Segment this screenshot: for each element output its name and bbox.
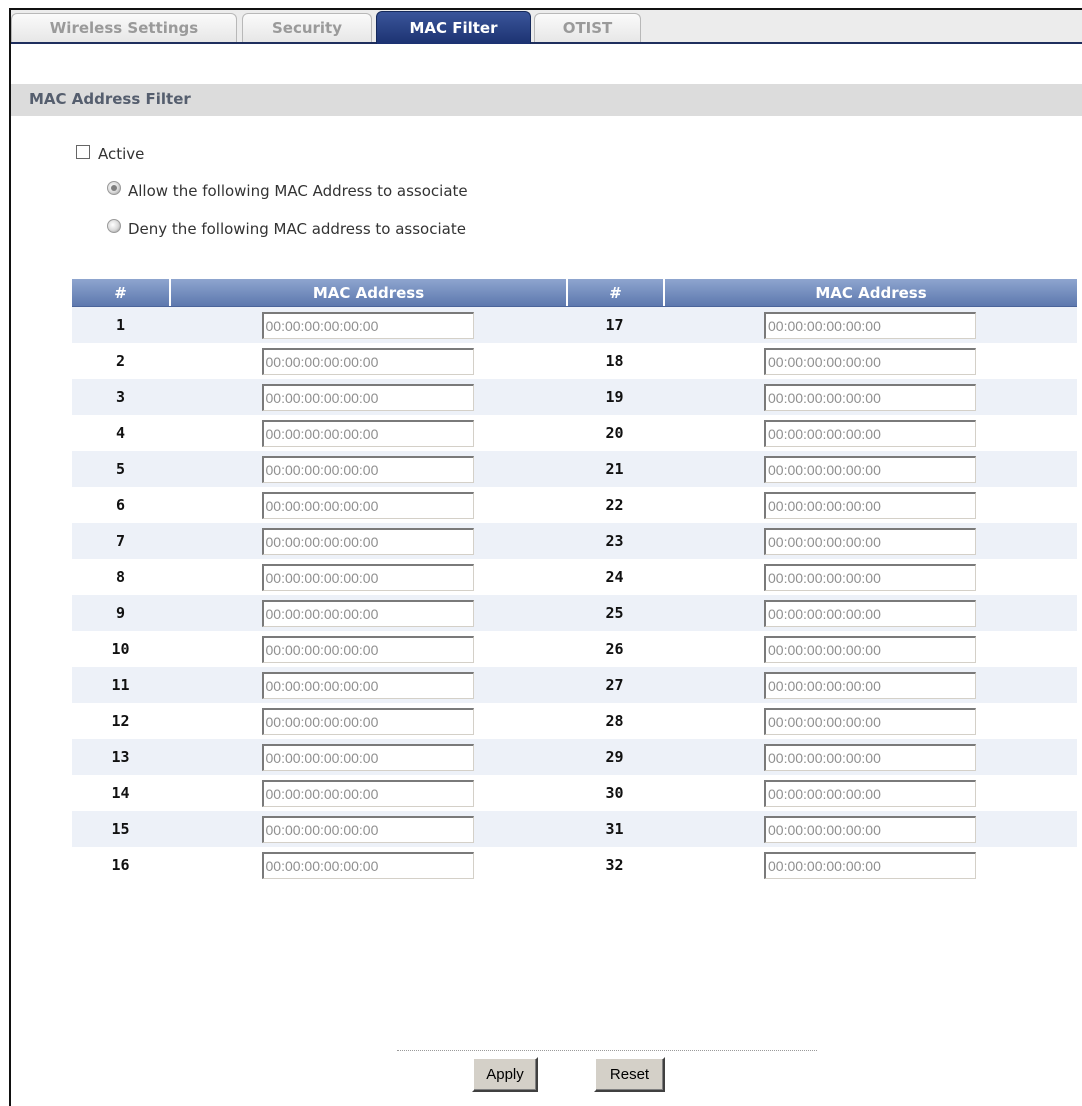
mac-address-input[interactable] [262, 600, 474, 627]
row-number: 4 [115, 424, 126, 442]
mac-address-input[interactable] [764, 816, 976, 843]
table-row [72, 343, 1077, 379]
row-number: 21 [605, 460, 624, 478]
row-number: 12 [111, 712, 130, 730]
table-row [72, 739, 1077, 775]
mac-cell [663, 559, 1077, 595]
mac-cell [169, 631, 566, 667]
row-number: 14 [111, 784, 130, 802]
mac-cell [169, 451, 566, 487]
mac-cell [663, 703, 1077, 739]
mac-address-input[interactable] [764, 780, 976, 807]
row-number: 20 [605, 424, 624, 442]
row-number: 27 [605, 676, 624, 694]
mac-address-input[interactable] [262, 636, 474, 663]
row-number: 25 [605, 604, 624, 622]
mac-cell [663, 487, 1077, 523]
reset-button[interactable]: Reset [594, 1057, 665, 1092]
row-number: 16 [111, 856, 130, 874]
mac-cell [663, 631, 1077, 667]
mac-address-input[interactable] [764, 384, 976, 411]
mac-address-input[interactable] [262, 528, 474, 555]
mac-cell [663, 847, 1077, 883]
row-number: 1 [115, 316, 126, 334]
table-row [72, 451, 1077, 487]
table-row [72, 811, 1077, 847]
header-number-left: # [114, 283, 127, 302]
mac-address-input[interactable] [262, 852, 474, 879]
tab-security[interactable]: Security [242, 13, 372, 42]
active-label: Active [98, 145, 145, 163]
mac-cell [169, 703, 566, 739]
row-number: 2 [115, 352, 126, 370]
mac-address-input[interactable] [764, 456, 976, 483]
header-number-right: # [566, 279, 663, 306]
mac-address-input[interactable] [764, 528, 976, 555]
table-row [72, 631, 1077, 667]
mac-address-input[interactable] [262, 420, 474, 447]
apply-button[interactable]: Apply [472, 1057, 538, 1092]
header-mac-right: MAC Address [663, 279, 1077, 306]
row-number: 22 [605, 496, 624, 514]
table-row [72, 415, 1077, 451]
row-number: 7 [115, 532, 126, 550]
mac-address-input[interactable] [262, 312, 474, 339]
table-row [72, 703, 1077, 739]
table-row [72, 595, 1077, 631]
mac-cell [169, 811, 566, 847]
allow-radio[interactable] [107, 181, 121, 195]
mac-address-input[interactable] [764, 672, 976, 699]
mac-cell [169, 415, 566, 451]
row-number: 11 [111, 676, 130, 694]
mac-cell [169, 523, 566, 559]
table-row [72, 559, 1077, 595]
table-row [72, 379, 1077, 415]
mac-address-input[interactable] [764, 420, 976, 447]
mac-cell [663, 811, 1077, 847]
table-row [72, 847, 1077, 883]
mac-cell [169, 487, 566, 523]
table-row [72, 667, 1077, 703]
table-header [72, 279, 1077, 307]
radio-selected-dot [111, 185, 117, 191]
deny-radio[interactable] [107, 219, 121, 233]
row-number: 9 [115, 604, 126, 622]
mac-address-input[interactable] [764, 744, 976, 771]
row-number: 26 [605, 640, 624, 658]
mac-cell [663, 523, 1077, 559]
mac-address-input[interactable] [262, 816, 474, 843]
header-mac-left: MAC Address [169, 279, 566, 306]
row-number: 15 [111, 820, 130, 838]
table-body [72, 307, 1077, 883]
mac-cell [663, 667, 1077, 703]
mac-address-input[interactable] [262, 564, 474, 591]
mac-address-input[interactable] [764, 492, 976, 519]
mac-cell [663, 739, 1077, 775]
active-checkbox[interactable] [76, 145, 90, 159]
row-number: 17 [605, 316, 624, 334]
mac-address-table [72, 279, 1077, 883]
mac-address-input[interactable] [262, 780, 474, 807]
table-row [72, 523, 1077, 559]
mac-cell [169, 775, 566, 811]
mac-address-input[interactable] [764, 636, 976, 663]
mac-cell [169, 343, 566, 379]
mac-cell [169, 307, 566, 343]
mac-address-input[interactable] [262, 708, 474, 735]
row-number: 5 [115, 460, 126, 478]
row-number: 28 [605, 712, 624, 730]
mac-cell [663, 379, 1077, 415]
mac-address-input[interactable] [262, 744, 474, 771]
row-number: 18 [605, 352, 624, 370]
row-number: 32 [605, 856, 624, 874]
mac-cell [169, 667, 566, 703]
mac-cell [663, 451, 1077, 487]
mac-cell [663, 307, 1077, 343]
allow-radio-label: Allow the following MAC Address to associate [128, 182, 468, 200]
tab-otist[interactable]: OTIST [534, 13, 641, 42]
table-row [72, 307, 1077, 343]
row-number: 23 [605, 532, 624, 550]
mac-cell [169, 847, 566, 883]
section-title: MAC Address Filter [29, 90, 191, 108]
row-number: 29 [605, 748, 624, 766]
mac-cell [169, 559, 566, 595]
deny-radio-label: Deny the following MAC address to associate [128, 220, 466, 238]
mac-address-input[interactable] [764, 600, 976, 627]
mac-address-input[interactable] [262, 492, 474, 519]
row-number: 13 [111, 748, 130, 766]
row-number: 19 [605, 388, 624, 406]
row-number: 30 [605, 784, 624, 802]
table-row [72, 487, 1077, 523]
row-number: 31 [605, 820, 624, 838]
mac-address-input[interactable] [764, 312, 976, 339]
divider [397, 1050, 817, 1051]
tab-mac-filter[interactable]: MAC Filter [376, 11, 531, 44]
mac-address-input[interactable] [764, 564, 976, 591]
mac-cell [169, 739, 566, 775]
row-number: 3 [115, 388, 126, 406]
mac-cell [169, 595, 566, 631]
row-number: 24 [605, 568, 624, 586]
tab-bar [11, 10, 1082, 44]
row-number: 8 [115, 568, 126, 586]
mac-cell [663, 775, 1077, 811]
mac-address-input[interactable] [262, 384, 474, 411]
mac-address-input[interactable] [764, 348, 976, 375]
mac-address-input[interactable] [262, 348, 474, 375]
row-number: 6 [115, 496, 126, 514]
table-row [72, 775, 1077, 811]
mac-address-input[interactable] [764, 852, 976, 879]
mac-cell [169, 379, 566, 415]
mac-address-input[interactable] [262, 456, 474, 483]
mac-cell [663, 415, 1077, 451]
mac-cell [663, 595, 1077, 631]
row-number: 10 [111, 640, 130, 658]
mac-cell [663, 343, 1077, 379]
mac-address-input[interactable] [764, 708, 976, 735]
mac-address-input[interactable] [262, 672, 474, 699]
section-header [11, 84, 1082, 116]
tab-wireless-settings[interactable]: Wireless Settings [11, 13, 237, 42]
